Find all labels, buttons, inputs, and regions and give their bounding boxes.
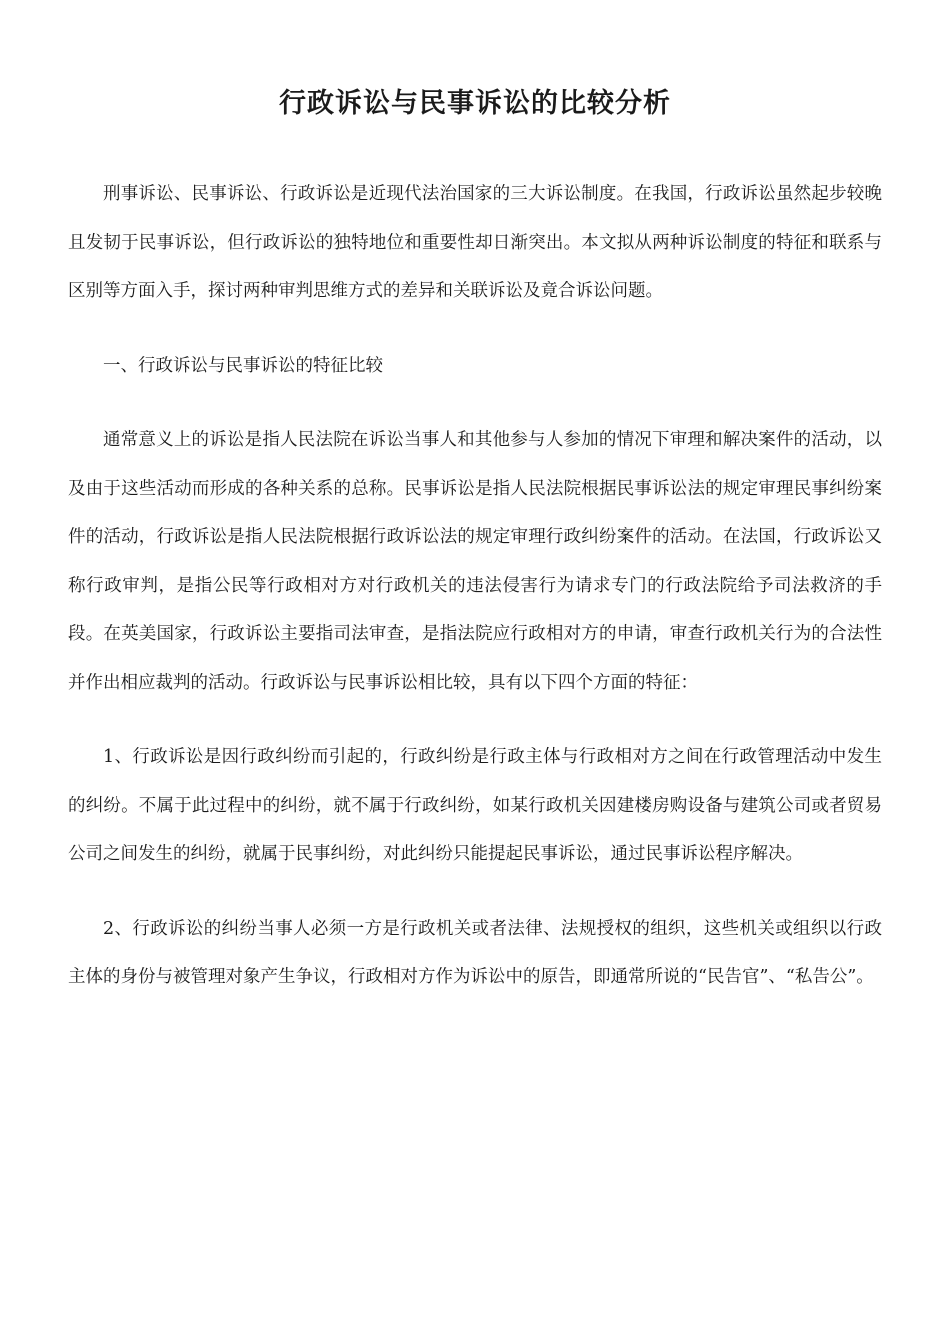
- paragraph-feature-1: 1、行政诉讼是因行政纠纷而引起的，行政纠纷是行政主体与行政相对方之间在行政管理活动中发生的纠纷。不属于此过程中的纠纷，就不属于行政纠纷，如某行政机关因建楼房购设备与建筑公司或者贸易公司之间发生的纠纷，就属于民事纠纷，对此纠纷只能提起民事诉讼，通过民事诉讼程序解决。: [68, 747, 882, 864]
- document-body: [68, 170, 882, 1028]
- paragraph-intro: 刑事诉讼、民事诉讼、行政诉讼是近现代法治国家的三大诉讼制度。在我国，行政诉讼虽然起步较晚且发韧于民事诉讼，但行政诉讼的独特地位和重要性却日渐突出。本文拟从两种诉讼制度的特征和联系与区别等方面入手，探讨两种审判思维方式的差异和关联诉讼及竟合诉讼问题。: [68, 184, 882, 301]
- paragraph-definition: 通常意义上的诉讼是指人民法院在诉讼当事人和其他参与人参加的情况下审理和解决案件的活动，以及由于这些活动而形成的各种关系的总称。民事诉讼是指人民法院根据民事诉讼法的规定审理民事纠纷案件的活动，行政诉讼是指人民法院根据行政诉讼法的规定审理行政纠纷案件的活动。在法国，行政诉讼又称行政审判，是指公民等行政相对方对行政机关的违法侵害行为请求专门的行政法院给予司法救济的手段。在英美国家，行政诉讼主要指司法审查，是指法院应行政相对方的申请，审查行政机关行为的合法性并作出相应裁判的活动。行政诉讼与民事诉讼相比较，具有以下四个方面的特征：: [68, 430, 882, 693]
- document-title: 行政诉讼与民事诉讼的比较分析: [279, 88, 671, 119]
- section-heading-1: 一、行政诉讼与民事诉讼的特征比较: [103, 355, 383, 376]
- paragraph-feature-2: 2、行政诉讼的纠纷当事人必须一方是行政机关或者法律、法规授权的组织，这些机关或组织以行政主体的身份与被管理对象产生争议，行政相对方作为诉讼中的原告，即通常所说的“民告官”、“私告公”。: [68, 918, 882, 987]
